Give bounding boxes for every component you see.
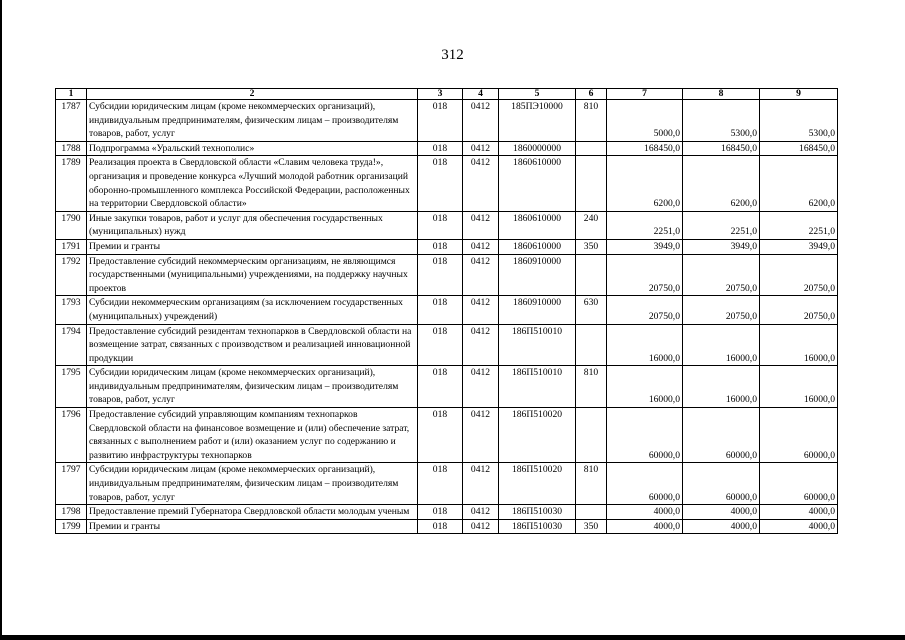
row-number: 1787 <box>56 100 87 142</box>
amount-col-7: 2251,0 <box>607 211 683 239</box>
table-row <box>56 324 838 366</box>
ministry-code: 018 <box>418 156 463 211</box>
column-header: 6 <box>576 89 607 100</box>
amount-col-7: 6200,0 <box>607 156 683 211</box>
amount-col-9: 168450,0 <box>760 141 838 156</box>
amount-col-8: 20750,0 <box>683 254 760 296</box>
row-number: 1796 <box>56 408 87 463</box>
ministry-code: 018 <box>418 141 463 156</box>
row-number: 1798 <box>56 505 87 520</box>
expense-type-code <box>576 324 607 366</box>
target-article-code: 1860610000 <box>499 211 576 239</box>
section-code: 0412 <box>463 505 499 520</box>
expense-type-code: 350 <box>576 239 607 254</box>
ministry-code: 018 <box>418 211 463 239</box>
amount-col-8: 16000,0 <box>683 366 760 408</box>
amount-col-9: 5300,0 <box>760 100 838 142</box>
table-header-row <box>56 89 838 100</box>
amount-col-8: 2251,0 <box>683 211 760 239</box>
amount-col-9: 16000,0 <box>760 324 838 366</box>
column-header: 2 <box>87 89 418 100</box>
section-code: 0412 <box>463 296 499 324</box>
ministry-code: 018 <box>418 366 463 408</box>
expense-type-code <box>576 505 607 520</box>
section-code: 0412 <box>463 408 499 463</box>
target-article-code: 186П510020 <box>499 408 576 463</box>
row-number: 1799 <box>56 519 87 534</box>
section-code: 0412 <box>463 100 499 142</box>
amount-col-8: 16000,0 <box>683 324 760 366</box>
row-number: 1790 <box>56 211 87 239</box>
amount-col-7: 3949,0 <box>607 239 683 254</box>
ministry-code: 018 <box>418 519 463 534</box>
table-row <box>56 296 838 324</box>
amount-col-9: 16000,0 <box>760 366 838 408</box>
page-bottom-border <box>0 635 905 640</box>
expense-type-code: 350 <box>576 519 607 534</box>
expense-type-code <box>576 254 607 296</box>
row-name: Предоставление субсидий управляющим компаниям технопарков Свердловской области на финансовое возмещение и (или) обеспечение затрат, связанных с выполнением работ и (или) оказанием услуг по содержанию и развитию инфраструктуры технопарков <box>87 408 418 463</box>
row-name: Иные закупки товаров, работ и услуг для обеспечения государственных (муниципальных) нужд <box>87 211 418 239</box>
section-code: 0412 <box>463 519 499 534</box>
table-row <box>56 100 838 142</box>
ministry-code: 018 <box>418 408 463 463</box>
amount-col-8: 4000,0 <box>683 519 760 534</box>
target-article-code: 186П510030 <box>499 519 576 534</box>
budget-table <box>55 88 838 534</box>
table-row <box>56 463 838 505</box>
target-article-code: 1860610000 <box>499 239 576 254</box>
column-header: 7 <box>607 89 683 100</box>
ministry-code: 018 <box>418 505 463 520</box>
row-name: Субсидии юридическим лицам (кроме некоммерческих организаций), индивидуальным предпринимателям, физическим лицам – производителям товаров, работ, услуг <box>87 366 418 408</box>
row-number: 1797 <box>56 463 87 505</box>
table-row <box>56 505 838 520</box>
row-name: Премии и гранты <box>87 239 418 254</box>
table-row <box>56 254 838 296</box>
row-number: 1791 <box>56 239 87 254</box>
amount-col-9: 3949,0 <box>760 239 838 254</box>
target-article-code: 185ПЭ10000 <box>499 100 576 142</box>
table-row <box>56 156 838 211</box>
section-code: 0412 <box>463 141 499 156</box>
table-row <box>56 519 838 534</box>
amount-col-9: 6200,0 <box>760 156 838 211</box>
ministry-code: 018 <box>418 100 463 142</box>
row-number: 1795 <box>56 366 87 408</box>
expense-type-code <box>576 141 607 156</box>
row-name: Премии и гранты <box>87 519 418 534</box>
amount-col-7: 4000,0 <box>607 505 683 520</box>
amount-col-8: 20750,0 <box>683 296 760 324</box>
amount-col-9: 60000,0 <box>760 408 838 463</box>
section-code: 0412 <box>463 366 499 408</box>
expense-type-code: 810 <box>576 100 607 142</box>
column-header: 5 <box>499 89 576 100</box>
expense-type-code: 810 <box>576 366 607 408</box>
expense-type-code <box>576 156 607 211</box>
row-name: Предоставление субсидий резидентам технопарков в Свердловской области на возмещение затрат, связанных с производством и реализацией инновационной продукции <box>87 324 418 366</box>
amount-col-9: 20750,0 <box>760 254 838 296</box>
section-code: 0412 <box>463 324 499 366</box>
row-name: Субсидии юридическим лицам (кроме некоммерческих организаций), индивидуальным предпринимателям, физическим лицам – производителям товаров, работ, услуг <box>87 100 418 142</box>
ministry-code: 018 <box>418 296 463 324</box>
amount-col-9: 2251,0 <box>760 211 838 239</box>
ministry-code: 018 <box>418 324 463 366</box>
expense-type-code: 810 <box>576 463 607 505</box>
amount-col-8: 4000,0 <box>683 505 760 520</box>
expense-type-code: 240 <box>576 211 607 239</box>
amount-col-9: 4000,0 <box>760 519 838 534</box>
table-row <box>56 141 838 156</box>
table-row <box>56 211 838 239</box>
table-row <box>56 366 838 408</box>
amount-col-8: 6200,0 <box>683 156 760 211</box>
section-code: 0412 <box>463 239 499 254</box>
row-number: 1794 <box>56 324 87 366</box>
section-code: 0412 <box>463 254 499 296</box>
amount-col-8: 60000,0 <box>683 463 760 505</box>
section-code: 0412 <box>463 211 499 239</box>
row-number: 1788 <box>56 141 87 156</box>
target-article-code: 186П510020 <box>499 463 576 505</box>
table-row <box>56 408 838 463</box>
row-number: 1789 <box>56 156 87 211</box>
row-name: Подпрограмма «Уральский технополис» <box>87 141 418 156</box>
amount-col-7: 4000,0 <box>607 519 683 534</box>
expense-type-code <box>576 408 607 463</box>
page-left-border <box>0 0 2 640</box>
amount-col-7: 60000,0 <box>607 463 683 505</box>
amount-col-7: 168450,0 <box>607 141 683 156</box>
target-article-code: 186П510010 <box>499 366 576 408</box>
row-name: Субсидии некоммерческим организациям (за исключением государственных (муниципальных) учреждений) <box>87 296 418 324</box>
amount-col-8: 168450,0 <box>683 141 760 156</box>
section-code: 0412 <box>463 463 499 505</box>
expense-type-code: 630 <box>576 296 607 324</box>
ministry-code: 018 <box>418 254 463 296</box>
ministry-code: 018 <box>418 239 463 254</box>
amount-col-8: 60000,0 <box>683 408 760 463</box>
amount-col-7: 20750,0 <box>607 254 683 296</box>
target-article-code: 186П510010 <box>499 324 576 366</box>
amount-col-8: 5300,0 <box>683 100 760 142</box>
row-name: Реализация проекта в Свердловской области «Славим человека труда!», организация и проведение конкурса «Лучший молодой работник организаций оборонно-промышленного комплекса Российской Федерации, расположенных на территории Свердловской области» <box>87 156 418 211</box>
column-header: 8 <box>683 89 760 100</box>
amount-col-7: 16000,0 <box>607 324 683 366</box>
column-header: 9 <box>760 89 838 100</box>
column-header: 3 <box>418 89 463 100</box>
amount-col-7: 60000,0 <box>607 408 683 463</box>
page-number: 312 <box>441 47 464 63</box>
row-number: 1793 <box>56 296 87 324</box>
amount-col-7: 16000,0 <box>607 366 683 408</box>
target-article-code: 1860910000 <box>499 254 576 296</box>
column-header: 4 <box>463 89 499 100</box>
amount-col-7: 5000,0 <box>607 100 683 142</box>
target-article-code: 1860910000 <box>499 296 576 324</box>
target-article-code: 1860000000 <box>499 141 576 156</box>
target-article-code: 1860610000 <box>499 156 576 211</box>
amount-col-7: 20750,0 <box>607 296 683 324</box>
amount-col-9: 20750,0 <box>760 296 838 324</box>
row-name: Предоставление премий Губернатора Свердловской области молодым ученым <box>87 505 418 520</box>
section-code: 0412 <box>463 156 499 211</box>
table-row <box>56 239 838 254</box>
amount-col-9: 60000,0 <box>760 463 838 505</box>
row-name: Субсидии юридическим лицам (кроме некоммерческих организаций), индивидуальным предпринимателям, физическим лицам – производителям товаров, работ, услуг <box>87 463 418 505</box>
amount-col-9: 4000,0 <box>760 505 838 520</box>
row-name: Предоставление субсидий некоммерческим организациям, не являющимся государственными (муниципальными) учреждениями, на поддержку научных проектов <box>87 254 418 296</box>
column-header: 1 <box>56 89 87 100</box>
ministry-code: 018 <box>418 463 463 505</box>
target-article-code: 186П510030 <box>499 505 576 520</box>
amount-col-8: 3949,0 <box>683 239 760 254</box>
row-number: 1792 <box>56 254 87 296</box>
